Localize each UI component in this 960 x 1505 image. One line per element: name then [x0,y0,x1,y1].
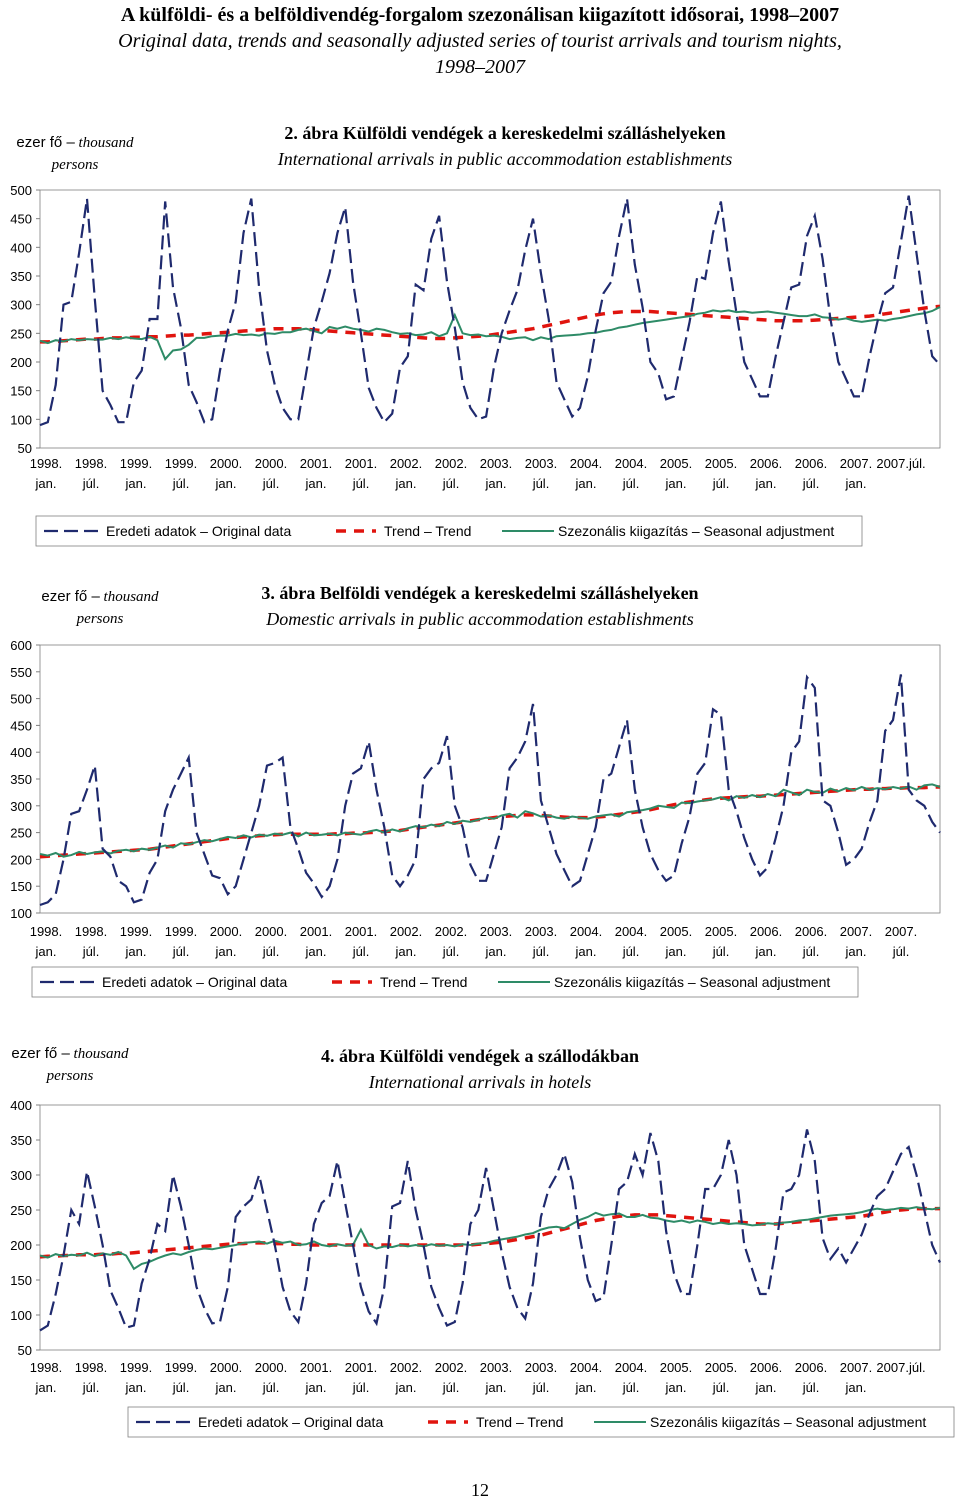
svg-text:júl.: júl. [442,476,460,491]
svg-text:2004.: 2004. [569,1360,603,1375]
svg-text:2002.: 2002. [434,456,468,471]
svg-text:1999.: 1999. [119,1360,153,1375]
svg-text:2006.: 2006. [749,924,783,939]
svg-text:2002.: 2002. [389,1360,423,1375]
svg-text:jan.: jan. [305,944,327,959]
svg-text:Szezonális kiigazítás – Season: Szezonális kiigazítás – Seasonal adjustment [558,523,835,539]
svg-text:júl.: júl. [712,1380,730,1395]
svg-text:2006.: 2006. [749,456,783,471]
svg-text:2006.: 2006. [794,1360,828,1375]
svg-text:jan.: jan. [485,476,507,491]
svg-text:jan.: jan. [755,944,777,959]
svg-text:jan.: jan. [845,476,867,491]
svg-text:2000.: 2000. [209,924,243,939]
svg-text:1998.: 1998. [74,1360,108,1375]
svg-text:júl.: júl. [712,944,730,959]
svg-text:jan.: jan. [305,476,327,491]
y-tick-label: 200 [10,852,32,868]
x-tick-label [75,1360,108,1395]
svg-text:2001.: 2001. [299,456,333,471]
svg-text:jan.: jan. [35,1380,57,1395]
svg-text:2004.: 2004. [569,924,603,939]
svg-text:2002.: 2002. [434,924,468,939]
y-tick-label: 300 [10,297,32,313]
svg-text:2006.: 2006. [794,924,828,939]
svg-text:1999.: 1999. [119,456,153,471]
svg-text:júl.: júl. [82,476,100,491]
svg-text:jan.: jan. [575,944,597,959]
svg-text:1999.: 1999. [164,924,198,939]
svg-text:júl.: júl. [352,476,370,491]
y-unit-label: ezer fő – thousand persons [41,588,159,627]
svg-text:júl.: júl. [802,476,820,491]
y-tick-label: 400 [10,1098,32,1113]
svg-text:júl.: júl. [532,476,550,491]
svg-text:júl.: júl. [172,476,190,491]
x-tick-label [255,1360,288,1395]
x-tick-label [525,1360,558,1395]
y-tick-label: 100 [10,412,32,428]
y-tick-label: 350 [10,772,32,787]
svg-text:jan.: jan. [755,1380,777,1395]
y-tick-label: 150 [10,879,32,895]
svg-text:jan.: jan. [395,1380,417,1395]
svg-text:2000.: 2000. [209,456,243,471]
svg-text:jan.: jan. [35,944,57,959]
svg-text:2007.: 2007. [839,924,873,939]
y-tick-label: 300 [10,798,32,814]
svg-text:2006.: 2006. [749,1360,783,1375]
x-tick-label [480,1360,513,1395]
svg-text:2003.: 2003. [479,1360,513,1375]
x-tick-label [30,1360,63,1395]
svg-text:jan.: jan. [845,1380,867,1395]
svg-text:1998.: 1998. [29,456,63,471]
svg-text:2005.: 2005. [704,1360,738,1375]
svg-text:jan.: jan. [845,944,867,959]
svg-text:2001.: 2001. [344,456,378,471]
svg-text:júl.: júl. [352,1380,370,1395]
svg-text:2005.: 2005. [659,924,693,939]
svg-text:júl.: júl. [622,1380,640,1395]
svg-text:jan.: jan. [125,1380,147,1395]
svg-text:júl.: júl. [442,944,460,959]
y-tick-label: 150 [10,383,32,399]
x-tick-label [120,1360,153,1395]
y-tick-label: 450 [10,718,32,734]
y-unit-label: ezer fő – thousand persons [16,134,134,173]
svg-text:Szezonális kiigazítás – Season: Szezonális kiigazítás – Seasonal adjustment [650,1414,927,1430]
svg-text:jan.: jan. [305,1380,327,1395]
svg-text:2004.: 2004. [614,1360,648,1375]
y-tick-label: 500 [10,183,32,198]
svg-text:júl.: júl. [262,944,280,959]
svg-text:2001.: 2001. [299,924,333,939]
x-tick-label [435,1360,468,1395]
svg-text:júl.: júl. [712,476,730,491]
svg-text:1999.: 1999. [119,924,153,939]
svg-text:2007.júl.: 2007.júl. [876,456,926,471]
y-tick-label: 50 [17,441,32,456]
y-tick-label: 200 [10,1238,32,1253]
svg-text:júl.: júl. [622,476,640,491]
y-tick-label: 500 [10,691,32,707]
header-title-en: Original data, trends and seasonally adjusted series of tourist arrivals and tourism nights, [118,30,842,52]
y-tick-label: 400 [10,240,32,256]
svg-text:2003.: 2003. [524,456,558,471]
svg-text:júl.: júl. [262,476,280,491]
svg-text:júl.: júl. [622,944,640,959]
svg-text:2001.: 2001. [299,1360,333,1375]
x-tick-label [390,1360,423,1395]
svg-text:júl.: júl. [532,1380,550,1395]
svg-text:2000.: 2000. [254,1360,288,1375]
x-tick-label [795,1360,828,1395]
svg-text:jan.: jan. [215,944,237,959]
svg-text:2003.: 2003. [524,924,558,939]
y-tick-label: 250 [10,825,32,841]
svg-text:jan.: jan. [485,1380,507,1395]
x-tick-label [660,1360,693,1395]
y-tick-label: 100 [10,1308,32,1323]
svg-text:2005.: 2005. [704,924,738,939]
series-line-original [40,1130,940,1331]
svg-text:2004.: 2004. [569,456,603,471]
svg-text:júl.: júl. [262,1380,280,1395]
x-tick-label [876,1360,925,1375]
svg-text:2003.: 2003. [479,924,513,939]
svg-text:2006.: 2006. [794,456,828,471]
plot-area [40,1105,940,1350]
svg-text:jan.: jan. [665,476,687,491]
y-tick-label: 350 [10,1133,32,1148]
svg-text:júl.: júl. [442,1380,460,1395]
y-tick-label: 250 [10,326,32,342]
x-tick-label [570,1360,603,1395]
svg-text:jan.: jan. [395,476,417,491]
svg-text:Trend – Trend: Trend – Trend [476,1414,564,1430]
svg-text:2002.: 2002. [434,1360,468,1375]
svg-text:2002.: 2002. [389,924,423,939]
svg-text:Trend – Trend: Trend – Trend [380,974,468,990]
svg-text:jan.: jan. [125,944,147,959]
svg-text:Trend – Trend: Trend – Trend [384,523,472,539]
svg-text:júl.: júl. [892,944,910,959]
svg-text:2007.: 2007. [884,924,918,939]
y-tick-label: 300 [10,1168,32,1183]
x-tick-label [840,1360,873,1395]
header-title-years: 1998–2007 [435,56,525,78]
legend [128,1407,954,1437]
svg-text:2001.: 2001. [344,1360,378,1375]
series-line-seasonal [40,1207,940,1269]
svg-text:2003.: 2003. [524,1360,558,1375]
series-line-trend [40,1209,940,1257]
svg-text:Eredeti adatok – Original data: Eredeti adatok – Original data [102,974,288,990]
svg-text:Eredeti adatok – Original data: Eredeti adatok – Original data [198,1414,384,1430]
y-tick-label: 550 [10,664,32,680]
svg-text:2007.: 2007. [839,456,873,471]
svg-text:2007.: 2007. [839,1360,873,1375]
y-tick-label: 150 [10,1273,32,1288]
svg-text:jan.: jan. [665,1380,687,1395]
svg-text:jan.: jan. [395,944,417,959]
svg-text:1998.: 1998. [29,1360,63,1375]
y-unit-label: ezer fő – thousand persons [11,1045,129,1084]
y-tick-label: 250 [10,1203,32,1218]
svg-text:jan.: jan. [485,944,507,959]
svg-text:2000.: 2000. [254,924,288,939]
svg-text:jan.: jan. [665,944,687,959]
svg-text:Szezonális kiigazítás – Season: Szezonális kiigazítás – Seasonal adjustment [554,974,831,990]
x-tick-label [705,1360,738,1395]
svg-text:jan.: jan. [35,476,57,491]
page-number: 12 [471,1480,489,1500]
y-tick-label: 450 [10,211,32,227]
y-tick-label: 350 [10,269,32,284]
y-tick-label: 600 [10,638,32,653]
svg-text:jan.: jan. [125,476,147,491]
svg-text:júl.: júl. [802,1380,820,1395]
chart-title: 2. ábra Külföldi vendégek a kereskedelmi szálláshelyeken International arrivals in public accommodation establishments [277,123,733,169]
svg-text:jan.: jan. [215,1380,237,1395]
x-tick-label [345,1360,378,1395]
svg-text:2005.: 2005. [659,456,693,471]
x-tick-label [750,1360,783,1395]
chart-title: 3. ábra Belföldi vendégek a kereskedelmi szálláshelyeken Domestic arrivals in public accommodation establishments [261,583,699,629]
svg-text:júl.: júl. [82,944,100,959]
svg-text:2004.: 2004. [614,924,648,939]
svg-text:1998.: 1998. [74,456,108,471]
y-tick-label: 200 [10,355,32,370]
svg-text:2007.júl.: 2007.júl. [876,1360,926,1375]
svg-text:2000.: 2000. [209,1360,243,1375]
svg-text:Eredeti adatok – Original data: Eredeti adatok – Original data [106,523,292,539]
svg-text:1998.: 1998. [74,924,108,939]
svg-text:jan.: jan. [575,1380,597,1395]
svg-text:jan.: jan. [215,476,237,491]
svg-text:1999.: 1999. [164,456,198,471]
svg-text:júl.: júl. [172,944,190,959]
svg-text:júl.: júl. [802,944,820,959]
svg-text:júl.: júl. [352,944,370,959]
svg-text:júl.: júl. [82,1380,100,1395]
svg-text:jan.: jan. [575,476,597,491]
svg-text:júl.: júl. [172,1380,190,1395]
x-tick-label [165,1360,198,1395]
y-tick-label: 100 [10,906,32,921]
x-tick-label [300,1360,333,1395]
svg-text:jan.: jan. [755,476,777,491]
svg-text:2003.: 2003. [479,456,513,471]
svg-text:2000.: 2000. [254,456,288,471]
chart-title: 4. ábra Külföldi vendégek a szállodákban International arrivals in hotels [320,1046,640,1092]
x-tick-label [615,1360,648,1395]
svg-text:2001.: 2001. [344,924,378,939]
header-title-hu: A külföldi- és a belföldivendég-forgalom szezonálisan kiigazított idősorai, 1998–2007 [120,4,840,26]
x-tick-label [210,1360,243,1395]
svg-text:2005.: 2005. [704,456,738,471]
svg-text:2002.: 2002. [389,456,423,471]
svg-text:júl.: júl. [532,944,550,959]
svg-text:2005.: 2005. [659,1360,693,1375]
y-tick-label: 50 [17,1343,32,1358]
svg-text:1998.: 1998. [29,924,63,939]
svg-text:1999.: 1999. [164,1360,198,1375]
y-tick-label: 400 [10,745,32,761]
svg-text:2004.: 2004. [614,456,648,471]
